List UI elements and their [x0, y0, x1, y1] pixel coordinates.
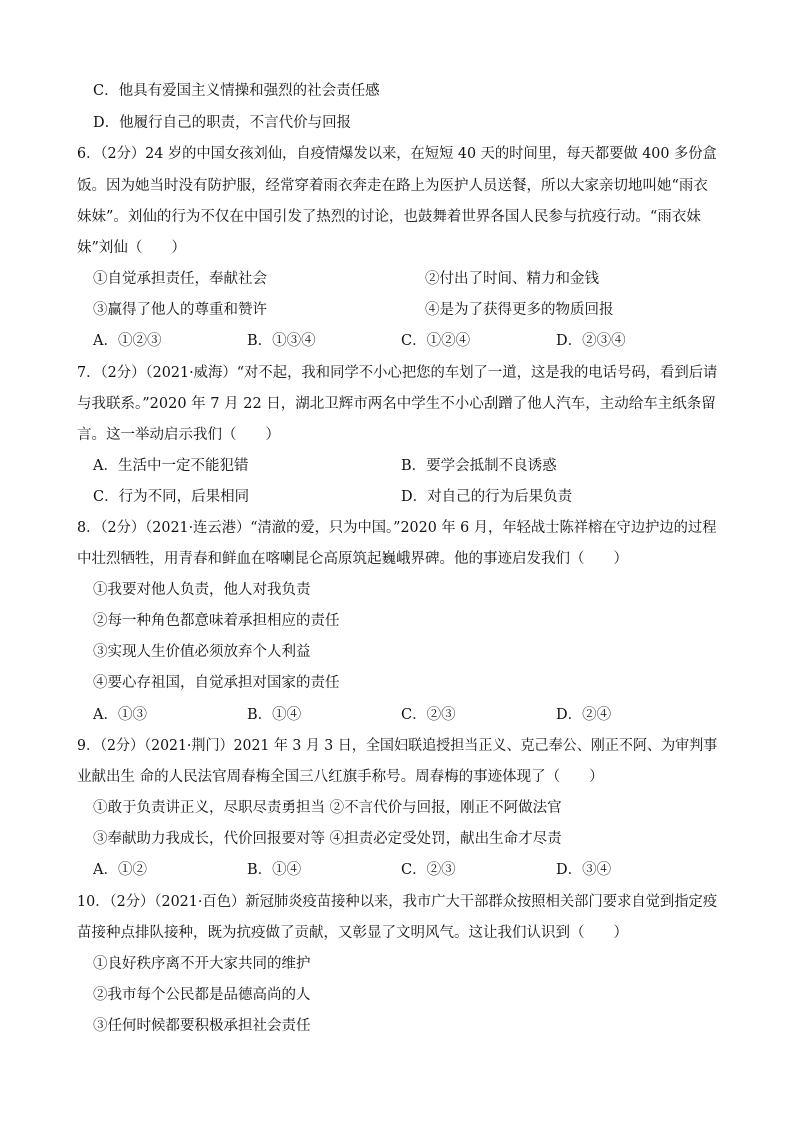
- answer-option-d[interactable]: D．②③④: [556, 333, 626, 349]
- answer-option-a[interactable]: A．生活中一定不能犯错: [93, 458, 249, 474]
- answer-option-a[interactable]: A．①②③: [93, 333, 162, 349]
- answer-option-c[interactable]: C．②③: [401, 707, 456, 723]
- question-text-line: 8．（2分）（2021·连云港）“清澈的爱，只为中国。”2020 年 6 月，年轻战士陈祥榕在守边护边的过程: [77, 520, 717, 536]
- answer-option-b[interactable]: B．①④: [247, 862, 302, 878]
- answer-option-d[interactable]: D．②④: [556, 707, 612, 723]
- statement-item: ①我要对他人负责，他人对我负责: [93, 582, 311, 598]
- question-text-line: 业献出生 命的人民法官周春梅全国三八红旗手称号。周春梅的事迹体现了（ ）: [77, 769, 604, 785]
- statement-item: ②付出了时间、精力和金钱: [425, 271, 599, 287]
- answer-option-d[interactable]: D．③④: [556, 862, 612, 878]
- answer-option-b[interactable]: B．①③④: [247, 333, 316, 349]
- question-text-line: 妹妹”。刘仙的行为不仅在中国引发了热烈的讨论，也鼓舞着世界各国人民参与抗疫行动。“雨衣妹: [77, 209, 701, 225]
- statement-item: ②每一种角色都意味着承担相应的责任: [93, 613, 340, 629]
- question-text-line: 中壮烈牺牲，用青春和鲜血在喀喇昆仑高原筑起巍峨界碑。他的事迹启发我们（ ）: [77, 551, 628, 567]
- question-text-line: 7．（2分）（2021·威海）“对不起，我和同学不小心把您的车划了一道，这是我的电话号码，看到后请: [77, 365, 718, 381]
- answer-option-d[interactable]: D．对自己的行为后果负责: [401, 489, 573, 505]
- statement-item: ②我市每个公民都是品德高尚的人: [93, 987, 311, 1003]
- statement-item: ③任何时候都要积极承担社会责任: [93, 1018, 311, 1034]
- question-text-line: 言。这一举动启示我们（ ）: [77, 427, 280, 443]
- answer-option-a[interactable]: A．①③: [93, 707, 147, 723]
- question-text-line: 与我联系。”2020 年 7 月 22 日，湖北卫辉市两名中学生不小心刮蹭了他人汽车，主动给车主纸条留: [77, 396, 716, 412]
- question-text-line: 6．（2分）24 岁的中国女孩刘仙，自疫情爆发以来，在短短 40 天的时间里，每天都要做 400 多份盒: [77, 146, 717, 162]
- statement-item: ③奉献助力我成长，代价回报要对等 ④担责必定受处罚，献出生命才尽责: [93, 831, 562, 847]
- answer-option-c[interactable]: C．行为不同，后果相同: [93, 489, 250, 505]
- prev-option-d: D．他履行自己的职责，不言代价与回报: [93, 115, 352, 131]
- prev-option-c: C．他具有爱国主义情操和强烈的社会责任感: [93, 83, 380, 99]
- statement-item: ③赢得了他人的尊重和赞许: [93, 302, 267, 318]
- question-text-line: 妹”刘仙（ ）: [77, 240, 186, 256]
- answer-option-c[interactable]: C．①②④: [401, 333, 471, 349]
- statement-item: ①自觉承担责任，奉献社会: [93, 271, 267, 287]
- statement-item: ④要心存祖国，自觉承担对国家的责任: [93, 675, 340, 691]
- question-text-line: 饭。因为她当时没有防护服，经常穿着雨衣奔走在路上为医护人员送餐，所以大家亲切地叫她“雨衣: [77, 178, 708, 194]
- question-text-line: 苗接种点排队接种，既为抗疫做了贡献，又彰显了文明风气。这让我们认识到（ ）: [77, 925, 628, 941]
- answer-option-c[interactable]: C．②③: [401, 862, 456, 878]
- answer-option-b[interactable]: B．要学会抵制不良诱惑: [401, 458, 557, 474]
- question-text-line: 10．（2分）（2021·百色）新冠肺炎疫苗接种以来，我市广大干部群众按照相关部门要求自觉到指定疫: [77, 894, 718, 910]
- question-text-line: 9．（2分）（2021·荆门）2021 年 3 月 3 日，全国妇联追授担当正义、克己奉公、刚正不阿、为审判事: [77, 738, 718, 754]
- statement-item: ④是为了获得更多的物质回报: [425, 302, 614, 318]
- answer-option-b[interactable]: B．①④: [247, 707, 302, 723]
- statement-item: ③实现人生价值必须放弃个人利益: [93, 644, 311, 660]
- answer-option-a[interactable]: A．①②: [93, 862, 147, 878]
- statement-item: ①良好秩序离不开大家共同的维护: [93, 956, 311, 972]
- statement-item: ①敢于负责讲正义，尽职尽责勇担当 ②不言代价与回报，刚正不阿做法官: [93, 800, 562, 816]
